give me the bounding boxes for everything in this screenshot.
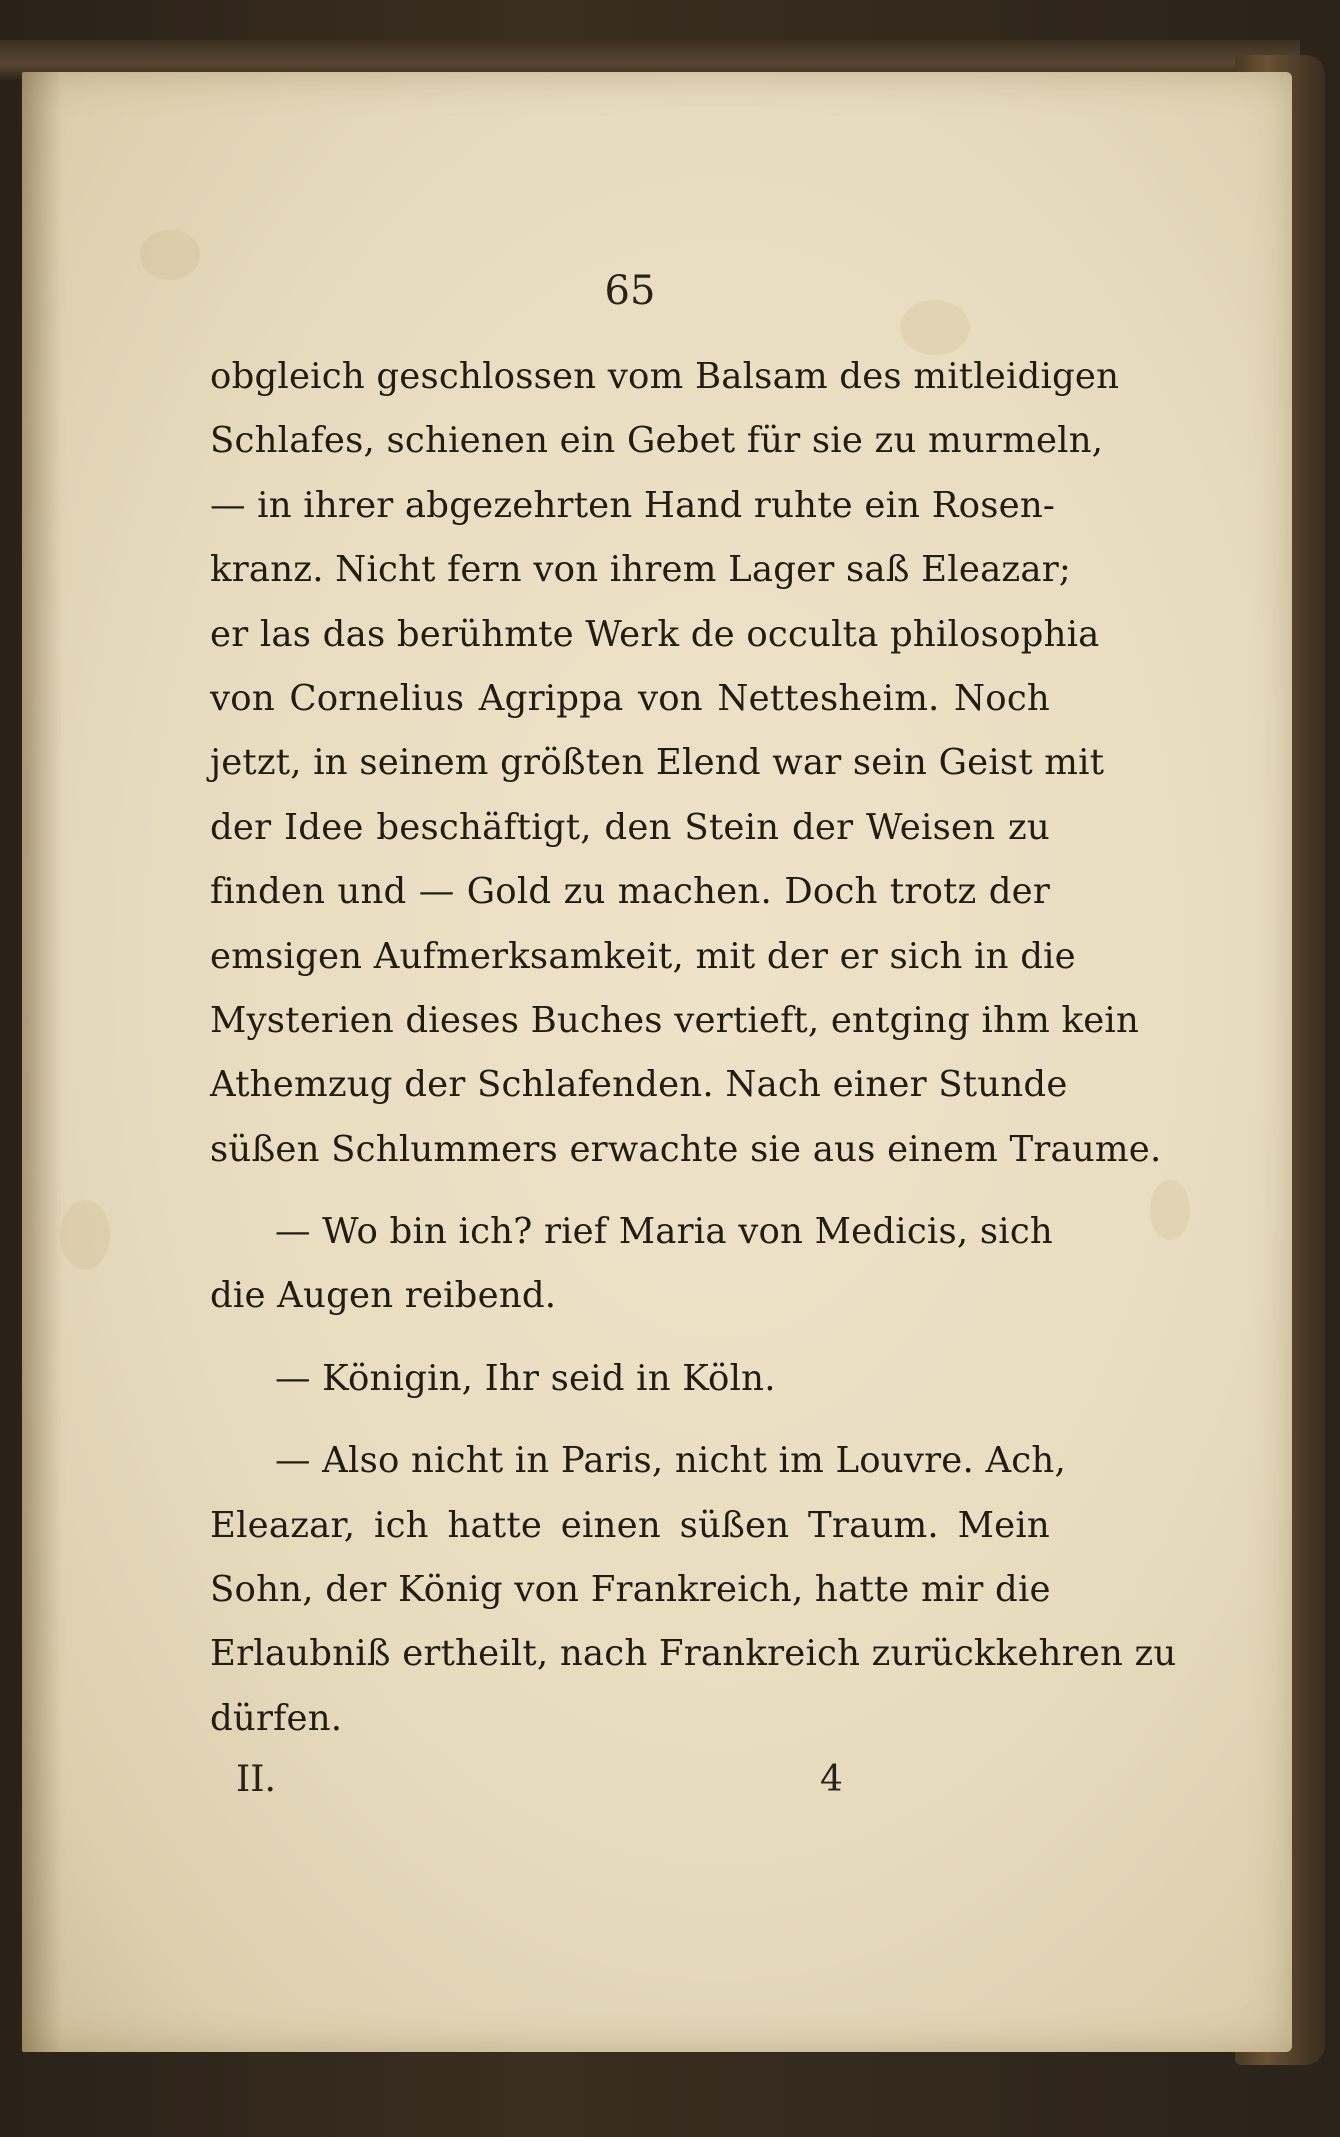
text-line: von Cornelius Agrippa von Nettesheim. Noch — [210, 677, 1050, 719]
text-line: süßen Schlummers erwachte sie aus einem Traume. — [210, 1128, 1162, 1170]
paragraph-gap — [210, 1411, 1050, 1429]
text-line: Mysterien dieses Buches vertieft, entging ihm kein — [210, 999, 1140, 1041]
text-line: kranz. Nicht fern von ihrem Lager saß Eleazar; — [210, 549, 1072, 591]
sheet-number: 4 — [820, 1759, 843, 1800]
text-line: obgleich geschlossen vom Balsam des mitleidigen — [210, 356, 1120, 397]
text-line: die Augen reibend. — [210, 1275, 557, 1317]
text-line: — in ihrer abgezehrten Hand ruhte ein Rosen- — [210, 484, 1056, 526]
signature-mark: II. — [236, 1759, 276, 1800]
paragraph-gap — [210, 1329, 1050, 1347]
text-line: Eleazar, ich hatte einen süßen Traum. Mein — [210, 1504, 1050, 1546]
text-line: — Königin, Ihr seid in Köln. — [275, 1357, 776, 1399]
paper-stain — [140, 230, 200, 280]
text-line: finden und — Gold zu machen. Doch trotz der — [210, 871, 1050, 913]
text-line: jetzt, in seinem größten Elend war sein Geist mit — [210, 742, 1105, 784]
paper-stain — [1150, 1180, 1190, 1240]
text-line: emsigen Aufmerksamkeit, mit der er sich in die — [210, 935, 1076, 977]
text-line: er las das berühmte Werk de occulta philosophia — [210, 613, 1100, 655]
text-line: Athemzug der Schlafenden. Nach einer Stunde — [210, 1064, 1068, 1106]
paragraph-gap — [210, 1182, 1050, 1200]
text-line: Schlafes, schienen ein Gebet für sie zu murmeln, — [210, 420, 1104, 462]
text-line: Sohn, der König von Frankreich, hatte mir die — [210, 1569, 1051, 1611]
paper-stain — [60, 1200, 110, 1270]
page-number: 65 — [604, 268, 656, 314]
text-line: Erlaubniß ertheilt, nach Frankreich zurückkehren zu — [210, 1633, 1177, 1675]
body-text — [210, 345, 1177, 1751]
text-line: — Also nicht in Paris, nicht im Louvre. Ach, — [275, 1440, 1066, 1482]
text-line: — Wo bin ich? rief Maria von Medicis, sich — [275, 1211, 1053, 1253]
text-line: dürfen. — [210, 1697, 343, 1739]
page-footer — [0, 1750, 1340, 1810]
text-line: der Idee beschäftigt, den Stein der Weisen zu — [210, 806, 1050, 848]
